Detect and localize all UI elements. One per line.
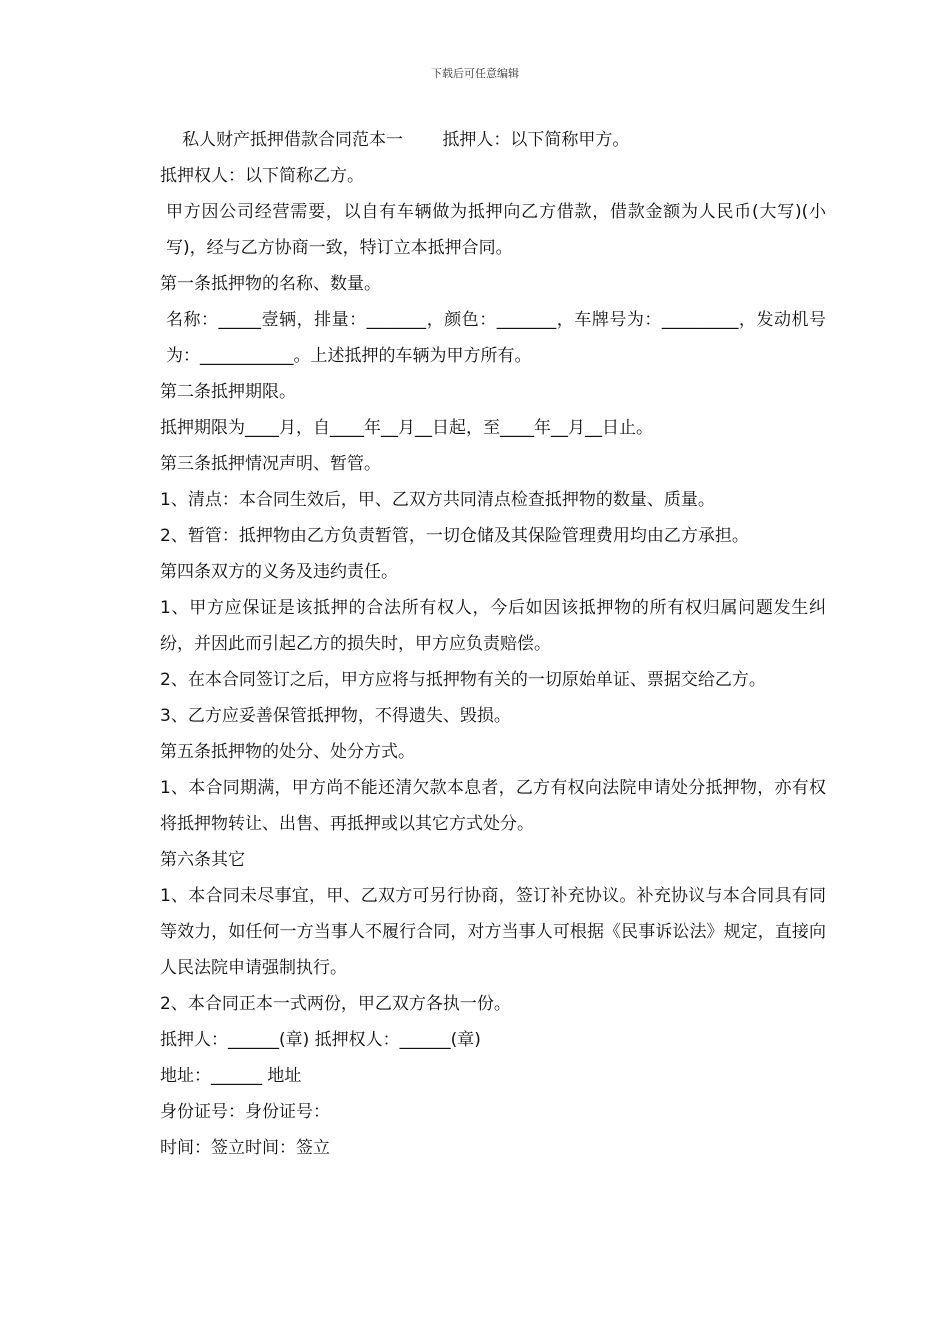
article-4-heading: 第四条双方的义务及违约责任。 — [160, 562, 398, 582]
clause-6-2: 2、本合同正本一式两份，甲乙双方各执一份。 — [160, 994, 511, 1014]
article-2-heading: 第二条抵押期限。 — [160, 382, 296, 402]
date-line: 时间：签立时间：签立 — [160, 1138, 330, 1158]
clause-4-1: 1、甲方应保证是该抵押的合法所有权人，今后如因该抵押物的所有权归属问题发生纠纷，并因此而引起乙方的损失时，甲方应负责赔偿。 — [160, 598, 826, 654]
clause-3-1: 1、清点：本合同生效后，甲、乙双方共同清点检查抵押物的数量、质量。 — [160, 490, 715, 510]
article-1-heading: 第一条抵押物的名称、数量。 — [160, 274, 381, 294]
contract-title-line: 私人财产抵押借款合同范本一 抵押人：以下简称甲方。 — [182, 130, 630, 150]
article-3-heading: 第三条抵押情况声明、暂管。 — [160, 454, 381, 474]
clause-5-1: 1、本合同期满，甲方尚不能还清欠款本息者，乙方有权向法院申请处分抵押物，亦有权将抵押物转让、出售、再抵押或以其它方式处分。 — [160, 778, 826, 834]
preamble-paragraph: 甲方因公司经营需要，以自有车辆做为抵押向乙方借款，借款金额为人民币(大写)(小写)，经与乙方协商一致，特订立本抵押合同。 — [166, 202, 826, 258]
article-6-heading: 第六条其它 — [160, 850, 245, 870]
pledgee-definition: 抵押权人：以下简称乙方。 — [160, 166, 364, 186]
clause-3-2: 2、暂管：抵押物由乙方负责暂管，一切仓储及其保险管理费用均由乙方承担。 — [160, 526, 749, 546]
clause-4-3: 3、乙方应妥善保管抵押物，不得遗失、毁损。 — [160, 706, 511, 726]
collateral-description: 名称：_____壹辆，排量：_______，颜色：_______，车牌号为：_________，发动机号为：___________。上述抵押的车辆为甲方所有。 — [166, 310, 826, 366]
page-header-note: 下载后可任意编辑 — [431, 67, 519, 80]
document-body — [144, 122, 826, 1166]
pledge-term: 抵押期限为____月，自____年__月__日起，至____年__月__日止。 — [160, 418, 653, 438]
clause-6-1: 1、本合同未尽事宜，甲、乙双方可另行协商，签订补充协议。补充协议与本合同具有同等效力，如任何一方当事人不履行合同，对方当事人可根据《民事诉讼法》规定，直接向人民法院申请强制执行。 — [160, 886, 826, 978]
clause-4-2: 2、在本合同签订之后，甲方应将与抵押物有关的一切原始单证、票据交给乙方。 — [160, 670, 766, 690]
address-line: 地址：______ 地址 — [160, 1066, 302, 1086]
signature-line: 抵押人：______(章) 抵押权人：______(章) — [160, 1030, 481, 1050]
id-number-line: 身份证号：身份证号： — [160, 1102, 330, 1122]
article-5-heading: 第五条抵押物的处分、处分方式。 — [160, 742, 415, 762]
